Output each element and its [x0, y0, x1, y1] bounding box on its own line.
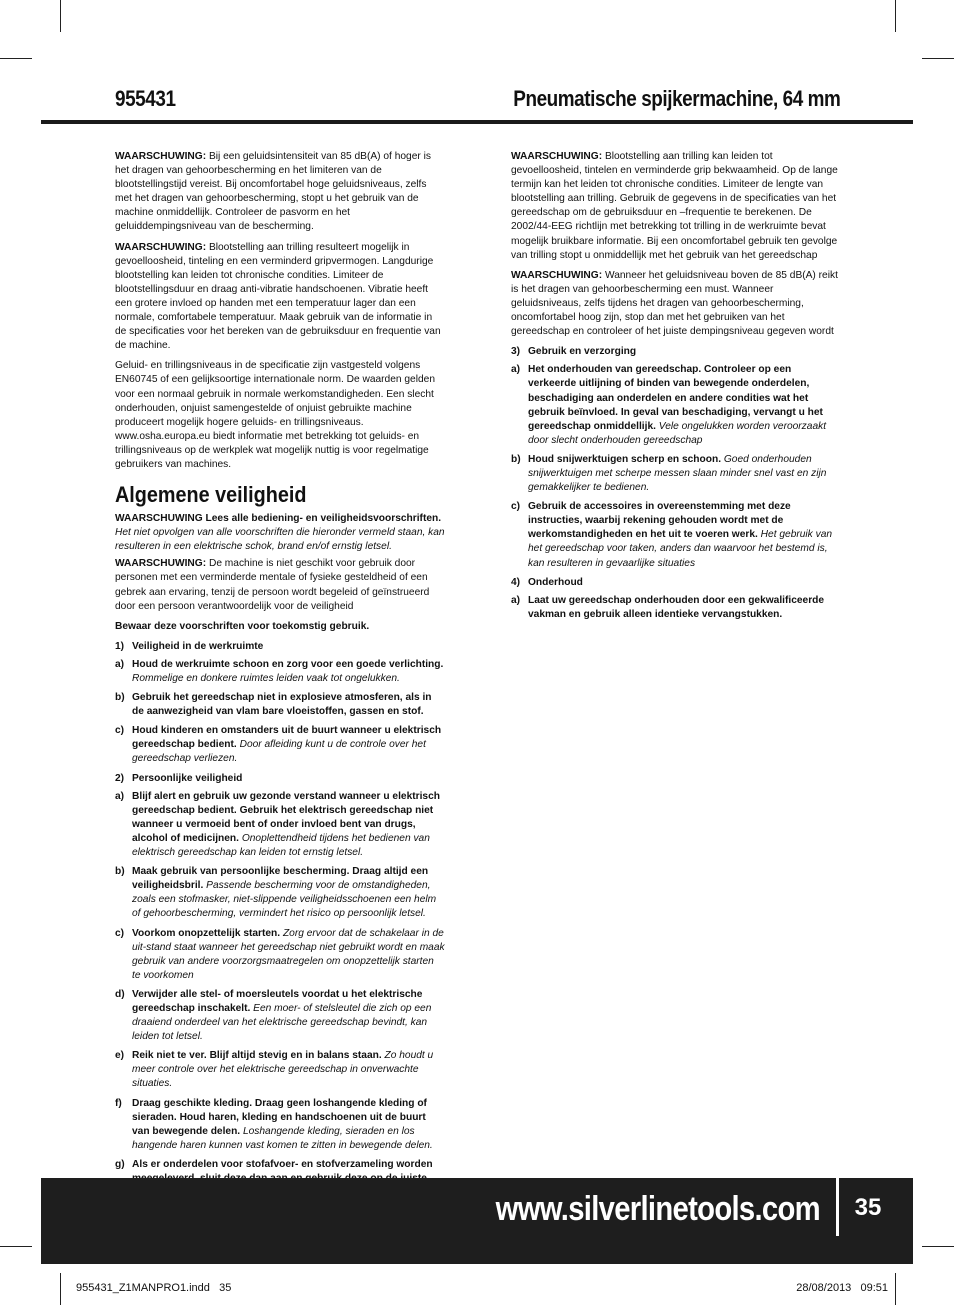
subsection-heading: 3) Gebruik en verzorging	[511, 346, 637, 358]
list-item-label: f)	[115, 1097, 122, 1109]
list-item-label: a)	[511, 594, 521, 606]
crop-mark	[895, 0, 896, 32]
crop-mark	[922, 58, 954, 59]
list-item-bold: Laat uw gereedschap onderhouden door een gekwalificeerde vakman en gebruik alleen identieke vervangstukken.	[528, 594, 825, 620]
warning-paragraph: WAARSCHUWING: Blootstelling aan trilling kan leiden tot gevoelloosheid, tintelen en verminderde grip bekwaamheid. Op de lange termijn kan het leiden tot chronische condities. Limiteer de lengte van blootstelling aan trilling. Gebruik de gegevens in de specificaties van het gereedschap om de gebruiksduur en –frequentie te berekenen. De 2002/44-EEG richtlijn met betrekking tot trilling in de werkruimte bevat mogelijk bruikbare informatie. Bij een oncomfortabel gebruik ten gevolge van trilling stopt u onmiddellijk met het gebruik van het gereedschap	[511, 151, 838, 261]
list-item-italic: Onoplettendheid tijdens het bedienen van elektrisch gereedschap kan leiden tot ernstig letsel.	[132, 832, 430, 859]
list-item-label: b)	[115, 866, 125, 878]
list-item	[511, 453, 841, 495]
crop-mark	[60, 1273, 61, 1305]
list-item-text	[528, 500, 841, 570]
crop-mark	[895, 1273, 896, 1305]
keep-instructions: Bewaar deze voorschriften voor toekomstig gebruik.	[115, 620, 370, 632]
subsection-heading: 2) Persoonlijke veiligheid	[115, 772, 243, 784]
list-section-4	[511, 594, 841, 622]
page-title: Pneumatische spijkermachine, 64 mm	[512, 86, 840, 111]
list-item-bold: Als er onderdelen voor stofafvoer- en stofverzameling worden	[132, 1158, 433, 1170]
crop-mark	[60, 0, 61, 32]
list-item-bold: Reik niet te ver. Blijf altijd stevig en in balans staan.	[132, 1050, 382, 1062]
list-item-bold: Gebruik de accessoires in overeenstemming met deze instructies, waarbij rekening gehouden wordt met de werkomstandigheden en het uit te voeren werk.	[528, 501, 791, 541]
list-item-bold: Houd kinderen en omstanders uit de buurt wanneer u elektrisch gereedschap bedient.	[132, 725, 442, 751]
list-item-text	[132, 691, 445, 719]
document-number: 955431	[115, 86, 176, 111]
crop-mark	[0, 58, 32, 59]
list-item-text	[528, 453, 841, 495]
warning-paragraph: WAARSCHUWING: Blootstelling aan trilling resulteert mogelijk in gevoelloosheid, tinteling en een verminderd gripvermogen. Langdurige blootstelling kan leiden tot chronische condities. Limiteer de blootstellingsduur en draag anti-vibratie handschoenen. Vibratie heeft een grotere invloed op handen met een temperatuur lager dan een normale, comfortabele temperatuur. Maak gebruik van de informatie in de specificaties voor het bereken van de gebruiksduur en frequentie van de machine.	[115, 241, 441, 352]
website-link[interactable]: www.silverlinetools.com	[495, 1190, 820, 1228]
list-item-bold: Het onderhouden van gereedschap. Controleer op een verkeerde uitlijning of binden van bewegende onderdelen, beschadiging aan onderdelen en andere condities wat het gebruik beïnvloed. In geval van beschadiging, vervangt u het gereedschap onmiddellijk.	[528, 364, 823, 432]
right-column	[511, 150, 841, 627]
header-divider	[41, 120, 913, 124]
warning-paragraph: WAARSCHUWING Lees alle bediening- en veiligheidsvoorschriften. Het niet opvolgen van alle voorschriften die hieronder vermeld staan, kan resulteren in een elektrische schok, brand en/of ernstig letsel.	[115, 513, 445, 553]
page-header	[115, 86, 840, 116]
list-item-italic: Zorg ervoor dat de schakelaar in de uit-stand staat wanneer het gereedschap niet gebruikt wordt en maak gebruik van andere voorzorgsmaatregelen om onopzettelijk starten te voorkomen	[132, 927, 445, 981]
list-item-bold: Draag geschikte kleding. Draag geen loshangende kleding of sieraden. Houd haren, kleding en handschoenen uit de buurt van bewegende delen.	[132, 1097, 427, 1137]
page-number: 35	[854, 1194, 882, 1221]
list-item-bold: Houd de werkruimte schoon en zorg voor een goede verlichting.	[132, 658, 444, 670]
list-item-text	[132, 1049, 445, 1091]
crop-mark	[0, 1246, 32, 1247]
list-item-label: b)	[511, 453, 521, 465]
list-item-italic: Rommelige en donkere ruimtes leiden vaak tot ongelukken.	[132, 673, 400, 684]
list-item-text	[132, 1097, 445, 1153]
list-item	[115, 927, 445, 983]
list-item-label: d)	[115, 988, 125, 1000]
list-item	[115, 658, 445, 686]
warning-paragraph: WAARSCHUWING: De machine is niet geschikt voor gebruik door personen met een verminderde mentale of fysieke gesteldheid of een gebrek aan ervaring, tenzij de persoon wordt begeleid of geïnstrueerd door een persoon verantwoordelijk voor de veiligheid	[115, 558, 430, 612]
list-item-text	[528, 594, 841, 622]
list-item-label: a)	[115, 790, 125, 802]
list-item-label: e)	[115, 1050, 125, 1062]
list-item	[115, 691, 445, 719]
list-item	[511, 500, 841, 570]
subsection-heading: 1) Veiligheid in de werkruimte	[115, 640, 264, 652]
warning-paragraph: WAARSCHUWING: Wanneer het geluidsniveau boven de 85 dB(A) reikt is het dragen van gehoorbescherming een must. Wanneer geluidsniveaus, zelfs tijdens het dragen van gehoorbescherming, oncomfortabel hoog zijn, stop dan met het gebruiken van het gereedschap en controleer of het juiste dempingsniveau gegeven wordt	[511, 269, 838, 338]
footer-divider	[836, 1178, 839, 1236]
list-item	[511, 363, 841, 448]
list-item-text	[132, 988, 445, 1044]
list-item	[115, 790, 445, 860]
list-section-2	[115, 790, 445, 1215]
subsection-heading: 4) Onderhoud	[511, 576, 583, 588]
list-item	[115, 1049, 445, 1091]
list-item	[115, 1097, 445, 1153]
list-item-bold: Maak gebruik van persoonlijke bescherming. Draag altijd een veiligheidsbril.	[132, 866, 429, 892]
list-item-italic: Zo houdt u meer controle over het elektrische gereedschap in onverwachte situaties.	[132, 1050, 434, 1090]
list-item-bold: Houd snijwerktuigen scherp en schoon.	[528, 453, 722, 465]
list-item-label: c)	[115, 927, 125, 939]
list-item-italic: Het gebruik van het gereedschap voor taken, anders dan waarvoor het bestemd is, kan resulteren in gevaarlijke situaties	[528, 529, 833, 569]
file-slug: 955431_Z1MANPRO1.indd 35	[76, 1282, 232, 1294]
list-item-bold: Voorkom onopzettelijk starten.	[132, 927, 281, 939]
list-item-bold: Gebruik het gereedschap niet in explosieve atmosferen, als in de aanwezigheid van vlam bare vloeistoffen, gassen en stof.	[132, 692, 432, 718]
warning-paragraph: WAARSCHUWING: Bij een geluidsintensiteit van 85 dB(A) of hoger is het dragen van gehoorbescherming en het limiteren van de blootstellingstijd vereist. Bij oncomfortabel hoge geluidsniveaus, zelfs met het dragen van gehoorbescherming, stopt u het gebruik van de machine onmiddellijk. Controleer de pasvorm en het geluiddempingsniveau van de bescherming.	[115, 151, 431, 233]
list-item-text	[132, 865, 445, 921]
section-title: Algemene veiligheid	[115, 482, 307, 508]
list-section-1	[115, 658, 445, 767]
list-item-label: c)	[115, 725, 125, 737]
list-item	[511, 594, 841, 622]
levels-paragraph: Geluid- en trillingsniveaus in de specificatie zijn vastgesteld volgens EN60745 of een gelijksoortige internationale norm. De waarden gelden voor een normaal gebruik in normale werkomstandigheden. Een slecht onderhouden, onjuist samengestelde of onjuist gebruikte machine produceert mogelijk hogere geluids- en trillingsniveaus. www.osha.europa.eu biedt informatie met betrekking tot geluids- en trillingsniveaus op de werkplek wat mogelijk nuttig is voor regelmatige gebruikers van machines.	[115, 360, 435, 470]
list-item-italic: Een moer- of stelsleutel die zich op een draaiend onderdeel van het elektrische gereedschap bevindt, kan leiden tot letsel.	[132, 1002, 432, 1043]
list-item-label: a)	[511, 364, 521, 376]
list-item-label: a)	[115, 658, 125, 670]
list-item-bold: Blijf alert en gebruik uw gezonde verstand wanneer u elektrisch gereedschap bedient. Gebruik het elektrisch gereedschap niet wanneer u vermoeid bent of onder invloed bent van drugs, alcohol of medicijnen.	[132, 790, 440, 844]
list-item-bold: Verwijder alle stel- of moersleutels voordat u het elektrische gereedschap inschakelt.	[132, 988, 423, 1014]
list-item	[115, 988, 445, 1044]
list-item-italic: Passende bescherming voor de omstandigheden, zoals een stofmasker, niet-slippende veiligheidsschoenen een helm of gehoorbescherming, vermindert het risico op persoonlijk letsel.	[132, 880, 437, 920]
list-item-label: c)	[511, 501, 521, 513]
list-item-text	[132, 927, 445, 983]
list-item-text	[132, 790, 445, 860]
list-item	[115, 724, 445, 766]
list-item-italic: Door afleiding kunt u de controle over het gereedschap verliezen.	[132, 739, 426, 765]
list-item-text	[528, 363, 841, 448]
list-item-italic: Goed onderhouden snijwerktuigen met scherpe messen slaan minder snel vast en zijn gemakkelijker te bedienen.	[528, 453, 827, 494]
list-item-text	[132, 724, 445, 766]
left-column	[115, 150, 445, 1219]
list-item-italic: Vele ongelukken worden veroorzaakt door slecht onderhouden gereedschap	[528, 420, 827, 446]
list-item	[115, 865, 445, 921]
list-section-3	[511, 363, 841, 570]
crop-mark	[922, 1246, 954, 1247]
list-item-italic: Loshangende kleding, sieraden en los hangende haren kunnen vast komen te zitten in bewegende delen.	[132, 1125, 433, 1151]
list-item-label: b)	[115, 692, 125, 704]
list-item-label: g)	[115, 1158, 125, 1170]
date-slug: 28/08/2013 09:51	[796, 1282, 888, 1294]
list-item-text	[132, 658, 445, 686]
